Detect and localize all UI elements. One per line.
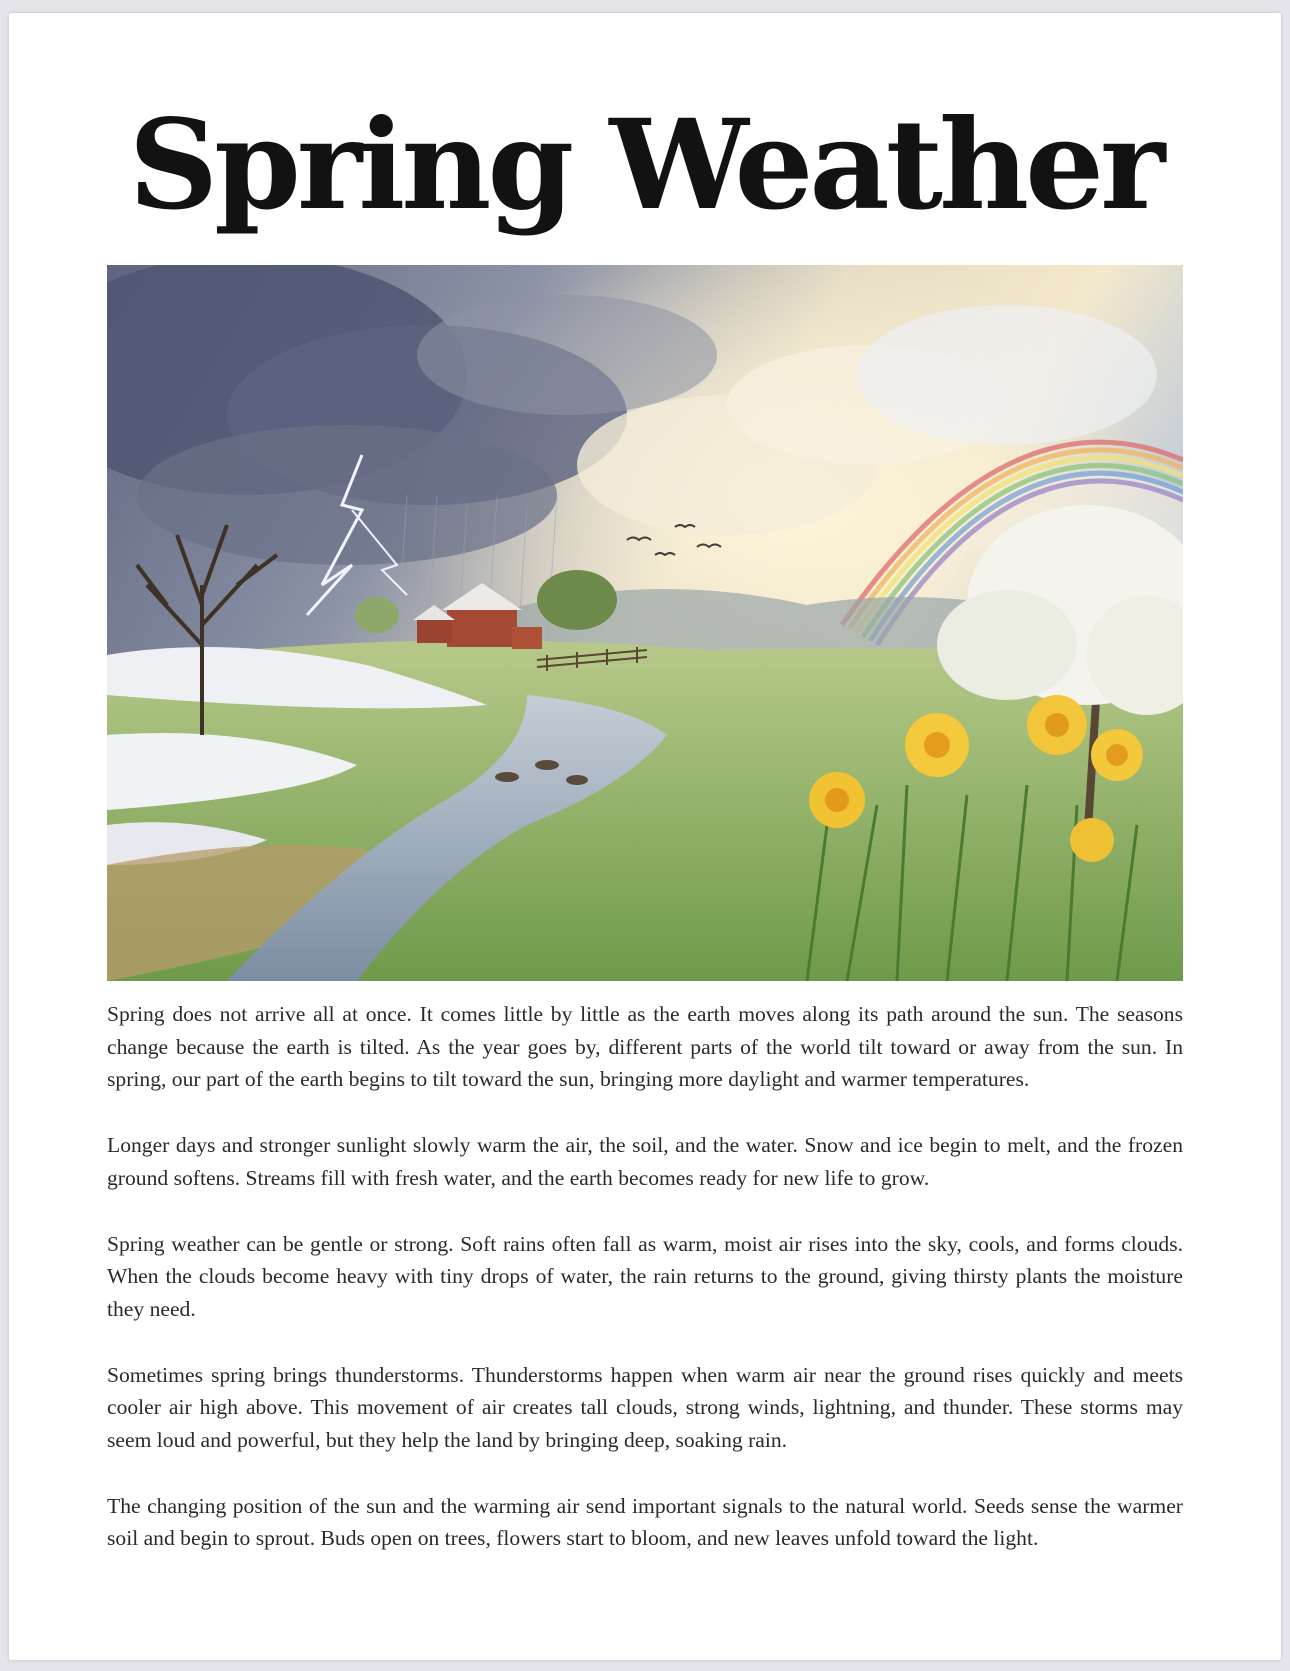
paragraph-4: Sometimes spring brings thunderstorms. Thunderstorms happen when warm air near the ground rises quickly and meets cooler air high above. This movement of air creates tall clouds, strong winds, lightning, and thunder. These storms may seem loud and powerful, but they help the land by bringing deep, soaking rain.: [107, 1362, 1183, 1453]
article-body: [107, 998, 1183, 1588]
spring-landscape-icon: [107, 265, 1183, 981]
page-title: Spring Weather: [128, 93, 1162, 238]
spring-landscape-illustration: [107, 265, 1183, 981]
paragraph-1: Spring does not arrive all at once. It comes little by little as the earth moves along its path around the sun. The seasons change because the earth is tilted. As the year goes by, different parts of the world tilt toward or away from the sun. In spring, our part of the earth begins to tilt toward the sun, bringing more daylight and warmer temperatures.: [107, 1002, 1183, 1092]
paragraph-3: Spring weather can be gentle or strong. Soft rains often fall as warm, moist air rises into the sky, cools, and forms clouds. When the clouds become heavy with tiny drops of water, the rain returns to the ground, giving thirsty plants the moisture they need.: [107, 1231, 1183, 1321]
document-page: [9, 13, 1281, 1660]
paragraph-5: The changing position of the sun and the warming air send important signals to the natural world. Seeds sense the warmer soil and begin to sprout. Buds open on trees, flowers start to bloom, and new leaves unfold toward the light.: [107, 1493, 1183, 1551]
paragraph-2: Longer days and stronger sunlight slowly warm the air, the soil, and the water. Snow and ice begin to melt, and the frozen ground softens. Streams fill with fresh water, and the earth becomes ready for new life to grow.: [107, 1133, 1183, 1190]
